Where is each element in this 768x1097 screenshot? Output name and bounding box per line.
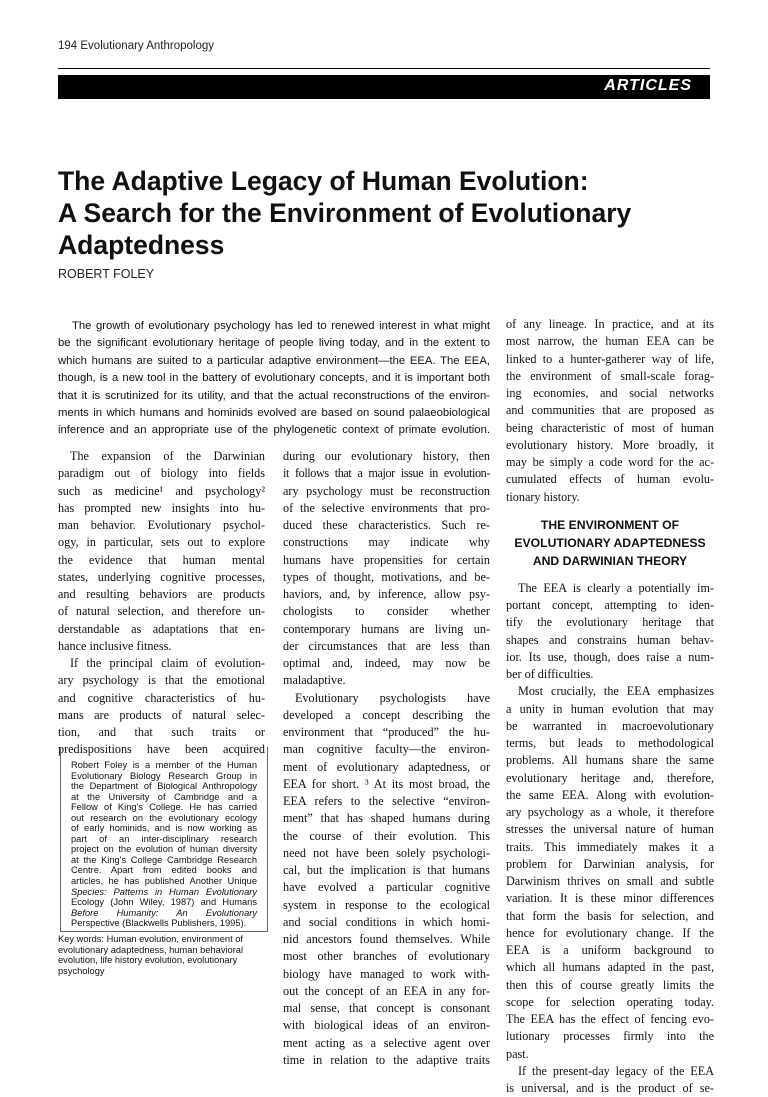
body-line: hance inclusive fitness. <box>58 638 172 653</box>
body-line: that form the basis for selection, and <box>506 908 714 923</box>
body-line: has prompted new insights into hu- <box>58 500 265 515</box>
body-line: optimal and, indeed, may now be <box>283 656 490 670</box>
author-bio-box <box>60 747 268 932</box>
body-line: lutionary processes firmly into the <box>506 1029 714 1044</box>
body-line: out the concept of an EEA in any for- <box>283 983 490 998</box>
keywords-line: evolution, life history evolution, evolutionary <box>58 955 238 966</box>
body-line: paradigm out of biology into fields <box>58 466 265 481</box>
body-line: derstandable as adaptations that en- <box>58 621 265 636</box>
body-line: The EEA is clearly a potentially im- <box>518 580 714 595</box>
body-line: may be simply a code word for the ac- <box>506 455 714 469</box>
body-line: and communities that are proposed as <box>506 403 714 418</box>
body-line: need not have been solely psychologi- <box>283 845 490 860</box>
body-line: EEA for short. ³ At its most broad, the <box>283 776 490 791</box>
body-line: chologists to consider whether <box>283 604 490 619</box>
body-line: The expansion of the Darwinian <box>70 449 265 463</box>
body-line: most narrow, the human EEA can be <box>506 334 714 349</box>
abstract <box>58 318 490 440</box>
author-bio <box>71 760 257 929</box>
body-line: most other branches of evolutionary <box>283 949 490 964</box>
running-head: 194 Evolutionary Anthropology <box>58 40 214 52</box>
body-line: hence for evolutionary change. If the <box>506 925 714 940</box>
abstract-line: The growth of evolutionary psychology has led to renewed interest in what might <box>72 320 490 332</box>
bio-line: out research on the evolutionary ecology <box>71 812 257 823</box>
keywords-line: Key words: Human evolution, environment of <box>58 934 243 944</box>
body-line: The EEA has the effect of fencing evo- <box>506 1012 714 1026</box>
body-line: Evolutionary psychologists have <box>295 690 490 705</box>
body-column-left <box>58 448 265 759</box>
bio-line: Species: Patterns in Human Evolutionary <box>71 886 257 897</box>
body-line: scope for selection operating today. <box>506 994 714 1009</box>
body-line: biology have managed to work with- <box>283 966 490 981</box>
bio-line: Centre. Apart from edited books and <box>71 865 257 876</box>
body-line: developed a concept describing the <box>283 707 490 722</box>
body-line: and cognitive characteristics of hu- <box>58 690 265 705</box>
body-line: man behavior. Evolutionary psychol- <box>58 518 265 532</box>
body-line: time in relation to the adaptive traits <box>283 1052 490 1067</box>
bio-line: Fellow of King's College. He has carried <box>71 802 257 813</box>
body-line: cal, but the implication is that humans <box>283 863 490 877</box>
body-line: humans have propensities for certain <box>283 552 490 567</box>
keywords <box>58 934 268 976</box>
abstract-line: which humans are suited to a particular adaptive environment—the EEA. The EEA, <box>58 354 490 367</box>
article-title <box>58 165 708 261</box>
body-line: mans are products of natural selec- <box>58 707 265 722</box>
body-line: of any lineage. In practice, and at its <box>506 317 714 331</box>
bio-line: Before Humanity: An Evolutionary <box>71 907 257 918</box>
body-line: terms, but leads to methodological <box>506 736 714 750</box>
body-line: and resulting behaviors are products <box>58 587 265 601</box>
body-line: and social conditions in which homi- <box>283 914 490 929</box>
body-line: a unity in human evolution that may <box>506 701 714 716</box>
body-line: the environment of small-scale forag- <box>506 368 714 383</box>
body-line: Darwinism thrives on small and subtle <box>506 874 714 888</box>
body-line: with biological ideas of an environ- <box>283 1018 490 1033</box>
body-line: past. <box>506 1046 529 1061</box>
body-line: If the present-day legacy of the EEA <box>518 1063 714 1078</box>
body-line: ment” that has shaped humans during <box>283 811 490 826</box>
body-line: types of thought, motivations, and be- <box>283 569 490 584</box>
body-line: ior. Its use, though, does raise a num- <box>506 649 714 664</box>
body-line: mal sense, that concept is consonant <box>283 1001 490 1015</box>
keywords-line: evolutionary adaptedness, human behavioral <box>58 944 244 955</box>
body-line: such as medicine¹ and psychology² <box>58 483 265 498</box>
body-line: the same EEA. Along with evolution- <box>506 787 714 802</box>
body-line: is universal, and is the product of se- <box>506 1081 714 1095</box>
body-line: haviors, and, by inference, allow psy- <box>283 587 490 601</box>
body-line: nid ancestors found themselves. While <box>283 932 490 946</box>
body-line: which all humans adapted in the past, <box>506 960 714 975</box>
body-line: stresses the universal nature of human <box>506 822 714 837</box>
body-line: ment acting as a selective agent over <box>283 1035 490 1050</box>
body-line: If the principal claim of evolution- <box>70 656 265 670</box>
section-heading <box>506 516 714 570</box>
section-heading-line: EVOLUTIONARY ADAPTEDNESS <box>514 535 706 550</box>
bio-line: Ecology (John Wiley, 1987) and Humans <box>71 897 257 908</box>
body-line: duced these characteristics. Such re- <box>283 518 490 532</box>
body-line: it follows that a major issue in evolution- <box>283 466 490 481</box>
body-line: be warranted in macroevolutionary <box>506 718 714 733</box>
body-line: EEA refers to the selective “environ- <box>283 794 490 808</box>
body-line: ogy, in particular, sets out to explore <box>58 535 265 550</box>
body-line: maladaptive. <box>283 673 346 688</box>
body-line: the course of their evolution. This <box>283 828 490 843</box>
body-line: tion, and that such traits or <box>58 725 265 739</box>
body-line: der circumstances that are less than <box>283 638 490 653</box>
body-line: have evolved a particular cognitive <box>283 880 490 895</box>
body-column-middle <box>283 448 490 1069</box>
bio-line: at the King's College Cambridge Research <box>71 854 257 865</box>
abstract-line: ments in which humans and hominids evolved are based on sound palaeobiological <box>58 407 490 420</box>
abstract-line: though, is a new tool in the battery of evolutionary concepts, and it is important both <box>58 372 490 385</box>
body-line: linked to a hunter-gatherer way of life, <box>506 351 714 366</box>
body-line: Most crucially, the EEA emphasizes <box>518 684 714 699</box>
body-line: cumulated effects of human evolu- <box>506 472 714 487</box>
body-line: constructions may indicate why <box>283 535 490 550</box>
bio-line: at the University of Cambridge and a <box>71 791 257 802</box>
body-line: variation. It is these minor differences <box>506 891 714 906</box>
body-column-right <box>506 316 714 1097</box>
keywords-line: psychology <box>58 965 105 976</box>
bio-line: Perspective (Blackwells Publishers, 1995). <box>71 918 247 929</box>
body-line: ary psychology must be reconstruction <box>283 483 490 498</box>
body-line: problem for Darwinian analysis, for <box>506 856 714 871</box>
body-line: problems. All humans share the same <box>506 753 714 768</box>
abstract-line: inference and an appropriate use of the phylogenetic context of primate evolution. <box>58 424 490 437</box>
header-rule <box>58 68 710 69</box>
body-line: ing economies, and social networks <box>506 386 714 400</box>
section-heading-line: AND DARWINIAN THEORY <box>532 553 688 568</box>
body-line: ment of evolutionary adaptedness, or <box>283 759 490 774</box>
body-line: during our evolutionary history, then <box>283 449 490 463</box>
section-heading-line: THE ENVIRONMENT OF <box>540 517 680 532</box>
bio-line: articles, he has published Another Unique <box>71 876 257 887</box>
body-line: predispositions have been acquired <box>58 742 265 757</box>
abstract-line: that it is scrutinized for its utility, and that the actual reconstructions of the environ- <box>58 389 490 402</box>
body-line: of the selective environments that pro- <box>283 500 490 515</box>
body-line: tify the evolutionary heritage that <box>506 615 714 630</box>
body-line: then this of course greatly limits the <box>506 977 714 992</box>
body-line: ary psychology as a whole, it therefore <box>506 805 714 819</box>
body-line: ber of difficulties. <box>506 667 594 681</box>
body-line: being characteristic of most of human <box>506 420 714 435</box>
body-line: EEA is a uniform background to <box>506 943 714 957</box>
title-line: Adaptedness <box>58 230 225 260</box>
bio-line: part of an inter-disciplinary research <box>71 833 257 844</box>
bio-line: the Department of Biological Anthropology <box>71 781 257 792</box>
body-line: contemporary humans are living un- <box>283 621 490 636</box>
body-line: of natural selection, and therefore un- <box>58 604 265 619</box>
body-line: evolutionary history. More broadly, it <box>506 437 714 452</box>
bio-line: of early hominids, and is now working as <box>71 823 257 834</box>
body-line: tionary history. <box>506 489 580 504</box>
body-line: the evidence that human mental <box>58 552 265 567</box>
bio-line: Evolutionary Biology Research Group in <box>71 770 257 781</box>
bio-line: Robert Foley is a member of the Human <box>71 760 257 770</box>
abstract-line: be the significant evolutionary heritage of people living today, and in the extent to <box>58 337 490 350</box>
body-line: traits. This immediately makes it a <box>506 839 714 854</box>
title-line: The Adaptive Legacy of Human Evolution: <box>58 166 589 196</box>
body-line: states, underlying cognitive processes, <box>58 569 265 584</box>
author-name: ROBERT FOLEY <box>58 267 155 281</box>
body-line: shapes and constrains human behav- <box>506 632 714 647</box>
body-line: ary psychology is that the emotional <box>58 673 265 688</box>
bio-line: project on the evolution of human diversity <box>71 844 257 855</box>
body-line: man cognitive faculty—the environ- <box>283 742 490 757</box>
body-line: evolutionary heritage and, therefore, <box>506 770 714 785</box>
body-line: portant concept, attempting to iden- <box>506 598 714 612</box>
title-line: A Search for the Environment of Evolutionary <box>58 198 632 228</box>
section-banner <box>58 75 710 99</box>
section-label: ARTICLES <box>604 77 692 94</box>
body-line: system in response to the ecological <box>283 897 490 912</box>
body-line: environment that “produced” the hu- <box>283 725 490 739</box>
